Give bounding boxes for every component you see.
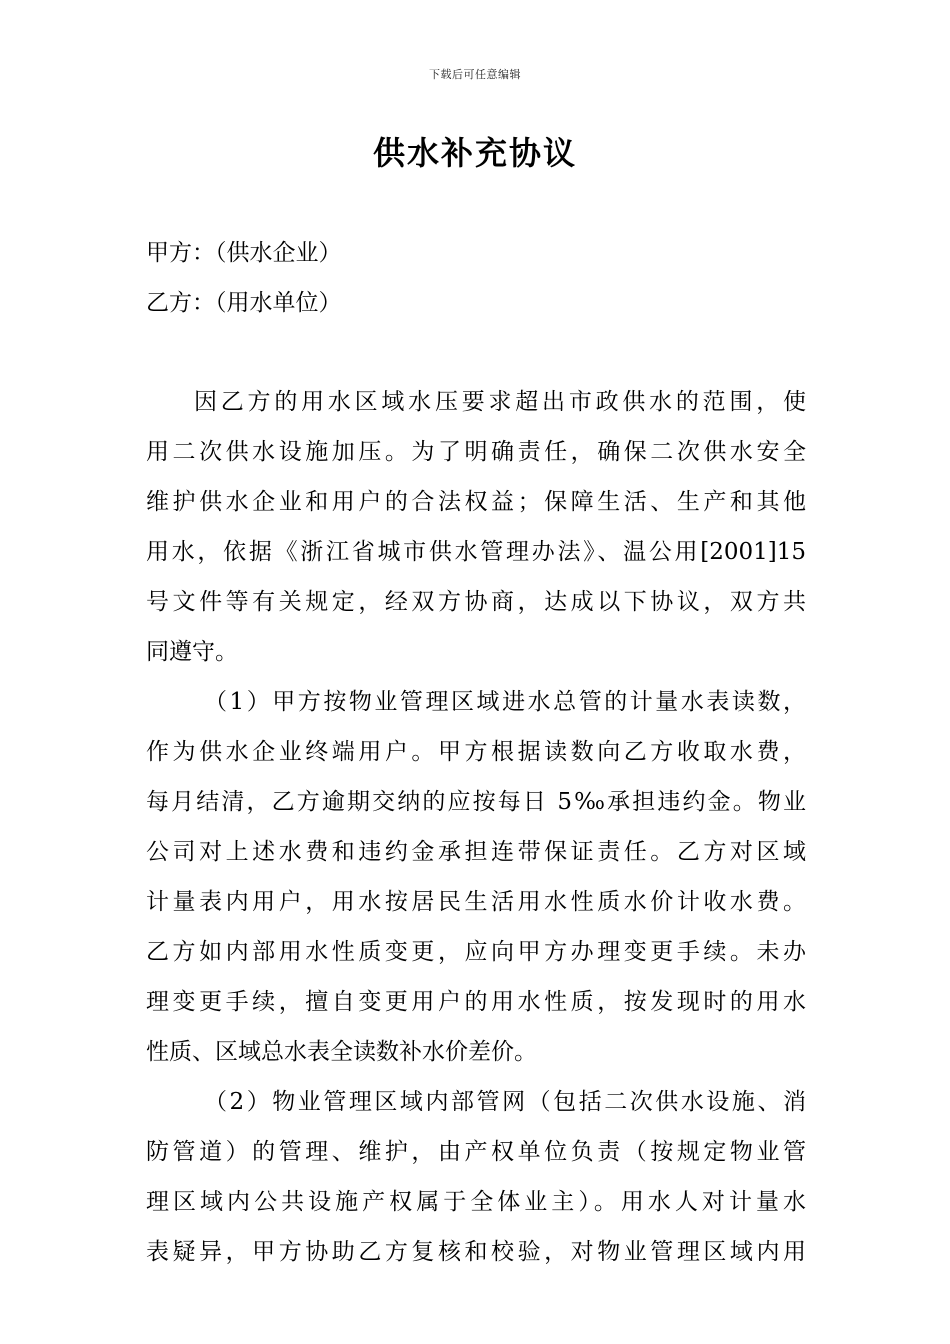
text-line: 防管道）的管理、维护，由产权单位负责（按规定物业管	[146, 1139, 806, 1165]
document-title: 供水补充协议	[372, 134, 577, 172]
text-line: 每月结清，乙方逾期交纳的应按每日 5‰承担违约金。物业	[146, 789, 806, 815]
clause-2-paragraph	[146, 1077, 806, 1277]
agreement-body	[146, 377, 806, 1277]
party-b-line: 乙方：（用水单位）	[146, 290, 342, 316]
text-line: （1）甲方按物业管理区域进水总管的计量水表读数，	[204, 689, 806, 715]
text-line: 乙方如内部用水性质变更，应向甲方办理变更手续。未办	[146, 939, 806, 965]
text-line: 理变更手续，擅自变更用户的用水性质，按发现时的用水	[146, 989, 806, 1015]
text-line: （2）物业管理区域内部管网（包括二次供水设施、消	[204, 1089, 806, 1115]
text-line: 维护供水企业和用户的合法权益；保障生活、生产和其他	[146, 489, 806, 515]
text-line: 作为供水企业终端用户。甲方根据读数向乙方收取水费，	[146, 739, 806, 765]
clause-1-paragraph	[146, 677, 806, 1077]
party-a-line: 甲方：（供水企业）	[146, 240, 342, 266]
text-line: 号文件等有关规定，经双方协商，达成以下协议，双方共	[146, 589, 806, 615]
text-line: 用水，依据《浙江省城市供水管理办法》、温公用[2001]15	[146, 539, 806, 565]
preamble-paragraph	[146, 377, 806, 677]
text-line: 公司对上述水费和违约金承担连带保证责任。乙方对区域	[146, 839, 806, 865]
text-line: 同遵守。	[146, 639, 238, 665]
parties-block	[146, 228, 806, 328]
text-line: 理区域内公共设施产权属于全体业主）。用水人对计量水	[146, 1189, 806, 1215]
text-line: 用二次供水设施加压。为了明确责任，确保二次供水安全	[146, 439, 806, 465]
text-line: 性质、区域总水表全读数补水价差价。	[146, 1039, 537, 1065]
header-note: 下载后可任意编辑	[429, 68, 521, 81]
text-line: 计量表内用户，用水按居民生活用水性质水价计收水费。	[146, 889, 806, 915]
text-line: 因乙方的用水区域水压要求超出市政供水的范围，使	[194, 389, 806, 415]
text-line: 表疑异，甲方协助乙方复核和校验，对物业管理区域内用	[146, 1239, 806, 1265]
